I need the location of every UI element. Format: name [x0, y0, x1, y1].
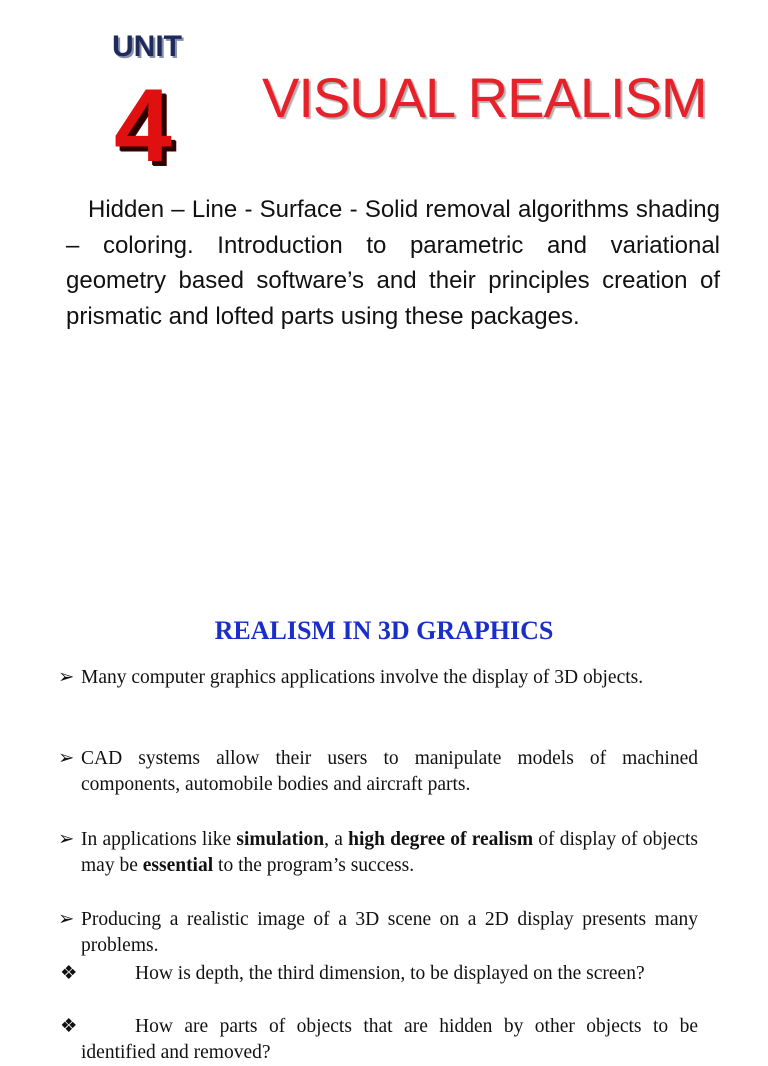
- sub-bullet-item: [58, 1014, 698, 1066]
- bullet-text-part: to the program’s success.: [213, 855, 415, 876]
- arrow-bullet-icon: ➢: [58, 829, 75, 850]
- bullet-text: CAD systems allow their users to manipulate models of machined components, automobile bodies and aircraft parts.: [81, 748, 698, 795]
- emphasis-high-degree-of-realism: high degree of realism: [348, 829, 534, 850]
- emphasis-essential: essential: [142, 855, 214, 876]
- bullet-item: [58, 827, 698, 879]
- sub-bullet-item: [58, 961, 698, 987]
- sub-bullet-text: How are parts of objects that are hidden by other objects to be identified and removed?: [81, 1016, 698, 1063]
- bullet-text: Producing a realistic image of a 3D scene on a 2D display presents many problems.: [81, 909, 698, 956]
- arrow-bullet-icon: ➢: [58, 909, 75, 930]
- diamond-bullet-icon: ❖: [60, 963, 78, 984]
- page-title: VISUAL REALISM: [262, 66, 707, 129]
- bullet-text-part: In applications like: [81, 829, 237, 850]
- bullet-text-part: of display of objects may be: [81, 829, 698, 876]
- diamond-bullet-icon: ❖: [60, 1016, 78, 1037]
- bullet-text: Many computer graphics applications involve the display of 3D objects.: [81, 667, 644, 688]
- unit-number: 4: [114, 68, 172, 184]
- intro-paragraph: Hidden – Line - Surface - Solid removal algorithms shading – coloring. Introduction to parametric and variational geometry based software’s and their principles creation of prismatic and lofted parts using these packages.: [66, 196, 720, 330]
- bullet-item: [58, 907, 698, 959]
- arrow-bullet-icon: ➢: [58, 667, 75, 688]
- unit-label: UNIT: [112, 30, 182, 63]
- bullet-text-part: , a: [324, 829, 349, 850]
- arrow-bullet-icon: ➢: [58, 748, 75, 769]
- bullet-text: [81, 827, 698, 879]
- emphasis-simulation: simulation: [236, 829, 325, 850]
- sub-bullet-text: How is depth, the third dimension, to be displayed on the screen?: [135, 963, 645, 984]
- bullet-item: [58, 746, 698, 798]
- bullet-item: [58, 665, 698, 691]
- section-heading: REALISM IN 3D GRAPHICS: [214, 616, 554, 645]
